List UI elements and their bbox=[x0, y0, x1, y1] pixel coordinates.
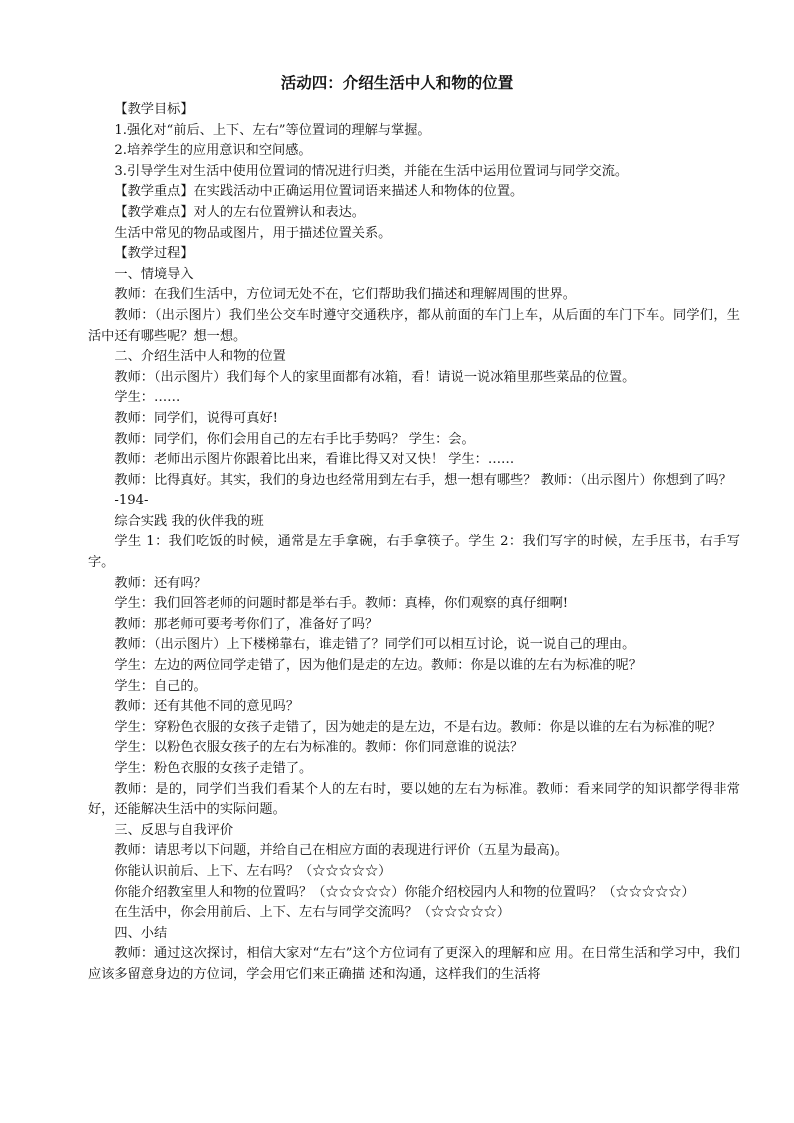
paragraph: 【教学目标】 bbox=[114, 102, 194, 117]
page-title: 活动四：介绍生活中人和物的位置 bbox=[280, 73, 514, 92]
paragraph: 教师：通过这次探讨，相信大家对“左右”这个方位词有了更深入的理解和应 用。在日常生活和学习中，我们应该多留意身边的方位词，学会用它们来正确描 述和沟通，这样我们的生活将 bbox=[88, 946, 740, 982]
paragraph: 3.引导学生对生活中使用位置词的情况进行归类，并能在生活中运用位置词与同学交流。 bbox=[114, 163, 629, 179]
paragraph: 2.培养学生的应用意识和空间感。 bbox=[114, 143, 312, 159]
paragraph: 学生：自己的。 bbox=[114, 678, 207, 694]
paragraph: 【教学难点】对人的左右位置辨认和表达。 bbox=[114, 204, 365, 220]
paragraph: 教师：比得真好。其实，我们的身边也经常用到左右手，想一想有哪些？ 教师：（出示图片）你想到了吗？ bbox=[114, 472, 732, 488]
paragraph: 学生：以粉色衣服女孩子的左右为标准的。教师：你们同意谁的说法？ bbox=[114, 740, 524, 756]
paragraph: 综合实践 我的伙伴我的班 bbox=[114, 513, 264, 529]
paragraph: -194- bbox=[114, 493, 149, 509]
paragraph: 学生：…… bbox=[114, 390, 181, 406]
paragraph: 教师：同学们，你们会用自己的左右手比手势吗？ 学生：会。 bbox=[114, 431, 475, 447]
document-body bbox=[88, 100, 740, 986]
paragraph: 二、介绍生活中人和物的位置 bbox=[114, 349, 286, 365]
paragraph: 教师：还有吗？ bbox=[114, 575, 207, 591]
paragraph: 【教学过程】 bbox=[114, 246, 194, 262]
paragraph: 教师：在我们生活中，方位词无处不在，它们帮助我们描述和理解周围的世界。 bbox=[114, 287, 576, 303]
paragraph: 1.强化对“前后、上下、左右”等位置词的理解与掌握。 bbox=[114, 122, 431, 138]
paragraph: 教师：请思考以下问题，并给自己在相应方面的表现进行评价（五星为最高)。 bbox=[114, 843, 568, 859]
paragraph: 教师：老师出示图片你跟着比出来，看谁比得又对又快！ 学生：…… bbox=[114, 452, 515, 468]
paragraph: 教师：（出示图片）我们每个人的家里面都有冰箱，看！请说一说冰箱里那些菜品的位置。 bbox=[114, 369, 636, 385]
paragraph: 教师：（出示图片）我们坐公交车时遵守交通秩序，都从前面的车门上车，从后面的车门下车。同学们，生活中还有哪些呢？想一想。 bbox=[88, 307, 740, 344]
paragraph: 学生：穿粉色衣服的女孩子走错了，因为她走的是左边，不是右边。教师：你是以谁的左右为标准的呢？ bbox=[114, 719, 722, 735]
paragraph: 学生：左边的两位同学走错了，因为他们是走的左边。教师：你是以谁的左右为标准的呢？ bbox=[114, 658, 642, 674]
paragraph: 教师：还有其他不同的意见吗？ bbox=[114, 699, 300, 715]
paragraph: 教师：是的，同学们当我们看某个人的左右时，要以她的左右为标准。教师：看来同学的知识都学得非常好，还能解决生活中的实际问题。 bbox=[88, 781, 740, 818]
paragraph: 学生 1：我们吃饭的时候，通常是左手拿碗，右手拿筷子。学生 2：我们写字的时候，左手压书，右手写字。 bbox=[88, 534, 740, 571]
paragraph: 教师：同学们，说得可真好! bbox=[114, 410, 278, 426]
paragraph: 学生：粉色衣服的女孩子走错了。 bbox=[114, 761, 313, 776]
paragraph: 【教学重点】在实践活动中正确运用位置词语来描述人和物体的位置。 bbox=[114, 184, 524, 200]
paragraph: 一、情境导入 bbox=[114, 266, 194, 282]
paragraph: 三、反思与自我评价 bbox=[114, 822, 234, 838]
paragraph: 教师：（出示图片）上下楼梯靠右，谁走错了？同学们可以相互讨论，说一说自己的理由。 bbox=[114, 637, 636, 653]
paragraph: 你能介绍教室里人和物的位置吗？（☆☆☆☆☆）你能介绍校园内人和物的位置吗？（☆☆☆☆☆） bbox=[114, 884, 695, 900]
paragraph: 学生：我们回答老师的问题时都是举右手。教师：真棒，你们观察的真仔细啊! bbox=[114, 596, 569, 612]
paragraph: 在生活中，你会用前后、上下、左右与同学交流吗？（☆☆☆☆☆） bbox=[114, 905, 511, 921]
paragraph: 你能认识前后、上下、左右吗？（☆☆☆☆☆） bbox=[114, 863, 392, 879]
paragraph: 生活中常见的物品或图片，用于描述位置关系。 bbox=[114, 225, 392, 241]
paragraph: 四、小结 bbox=[114, 925, 168, 941]
paragraph: 教师：那老师可要考考你们了，准备好了吗？ bbox=[114, 616, 379, 632]
